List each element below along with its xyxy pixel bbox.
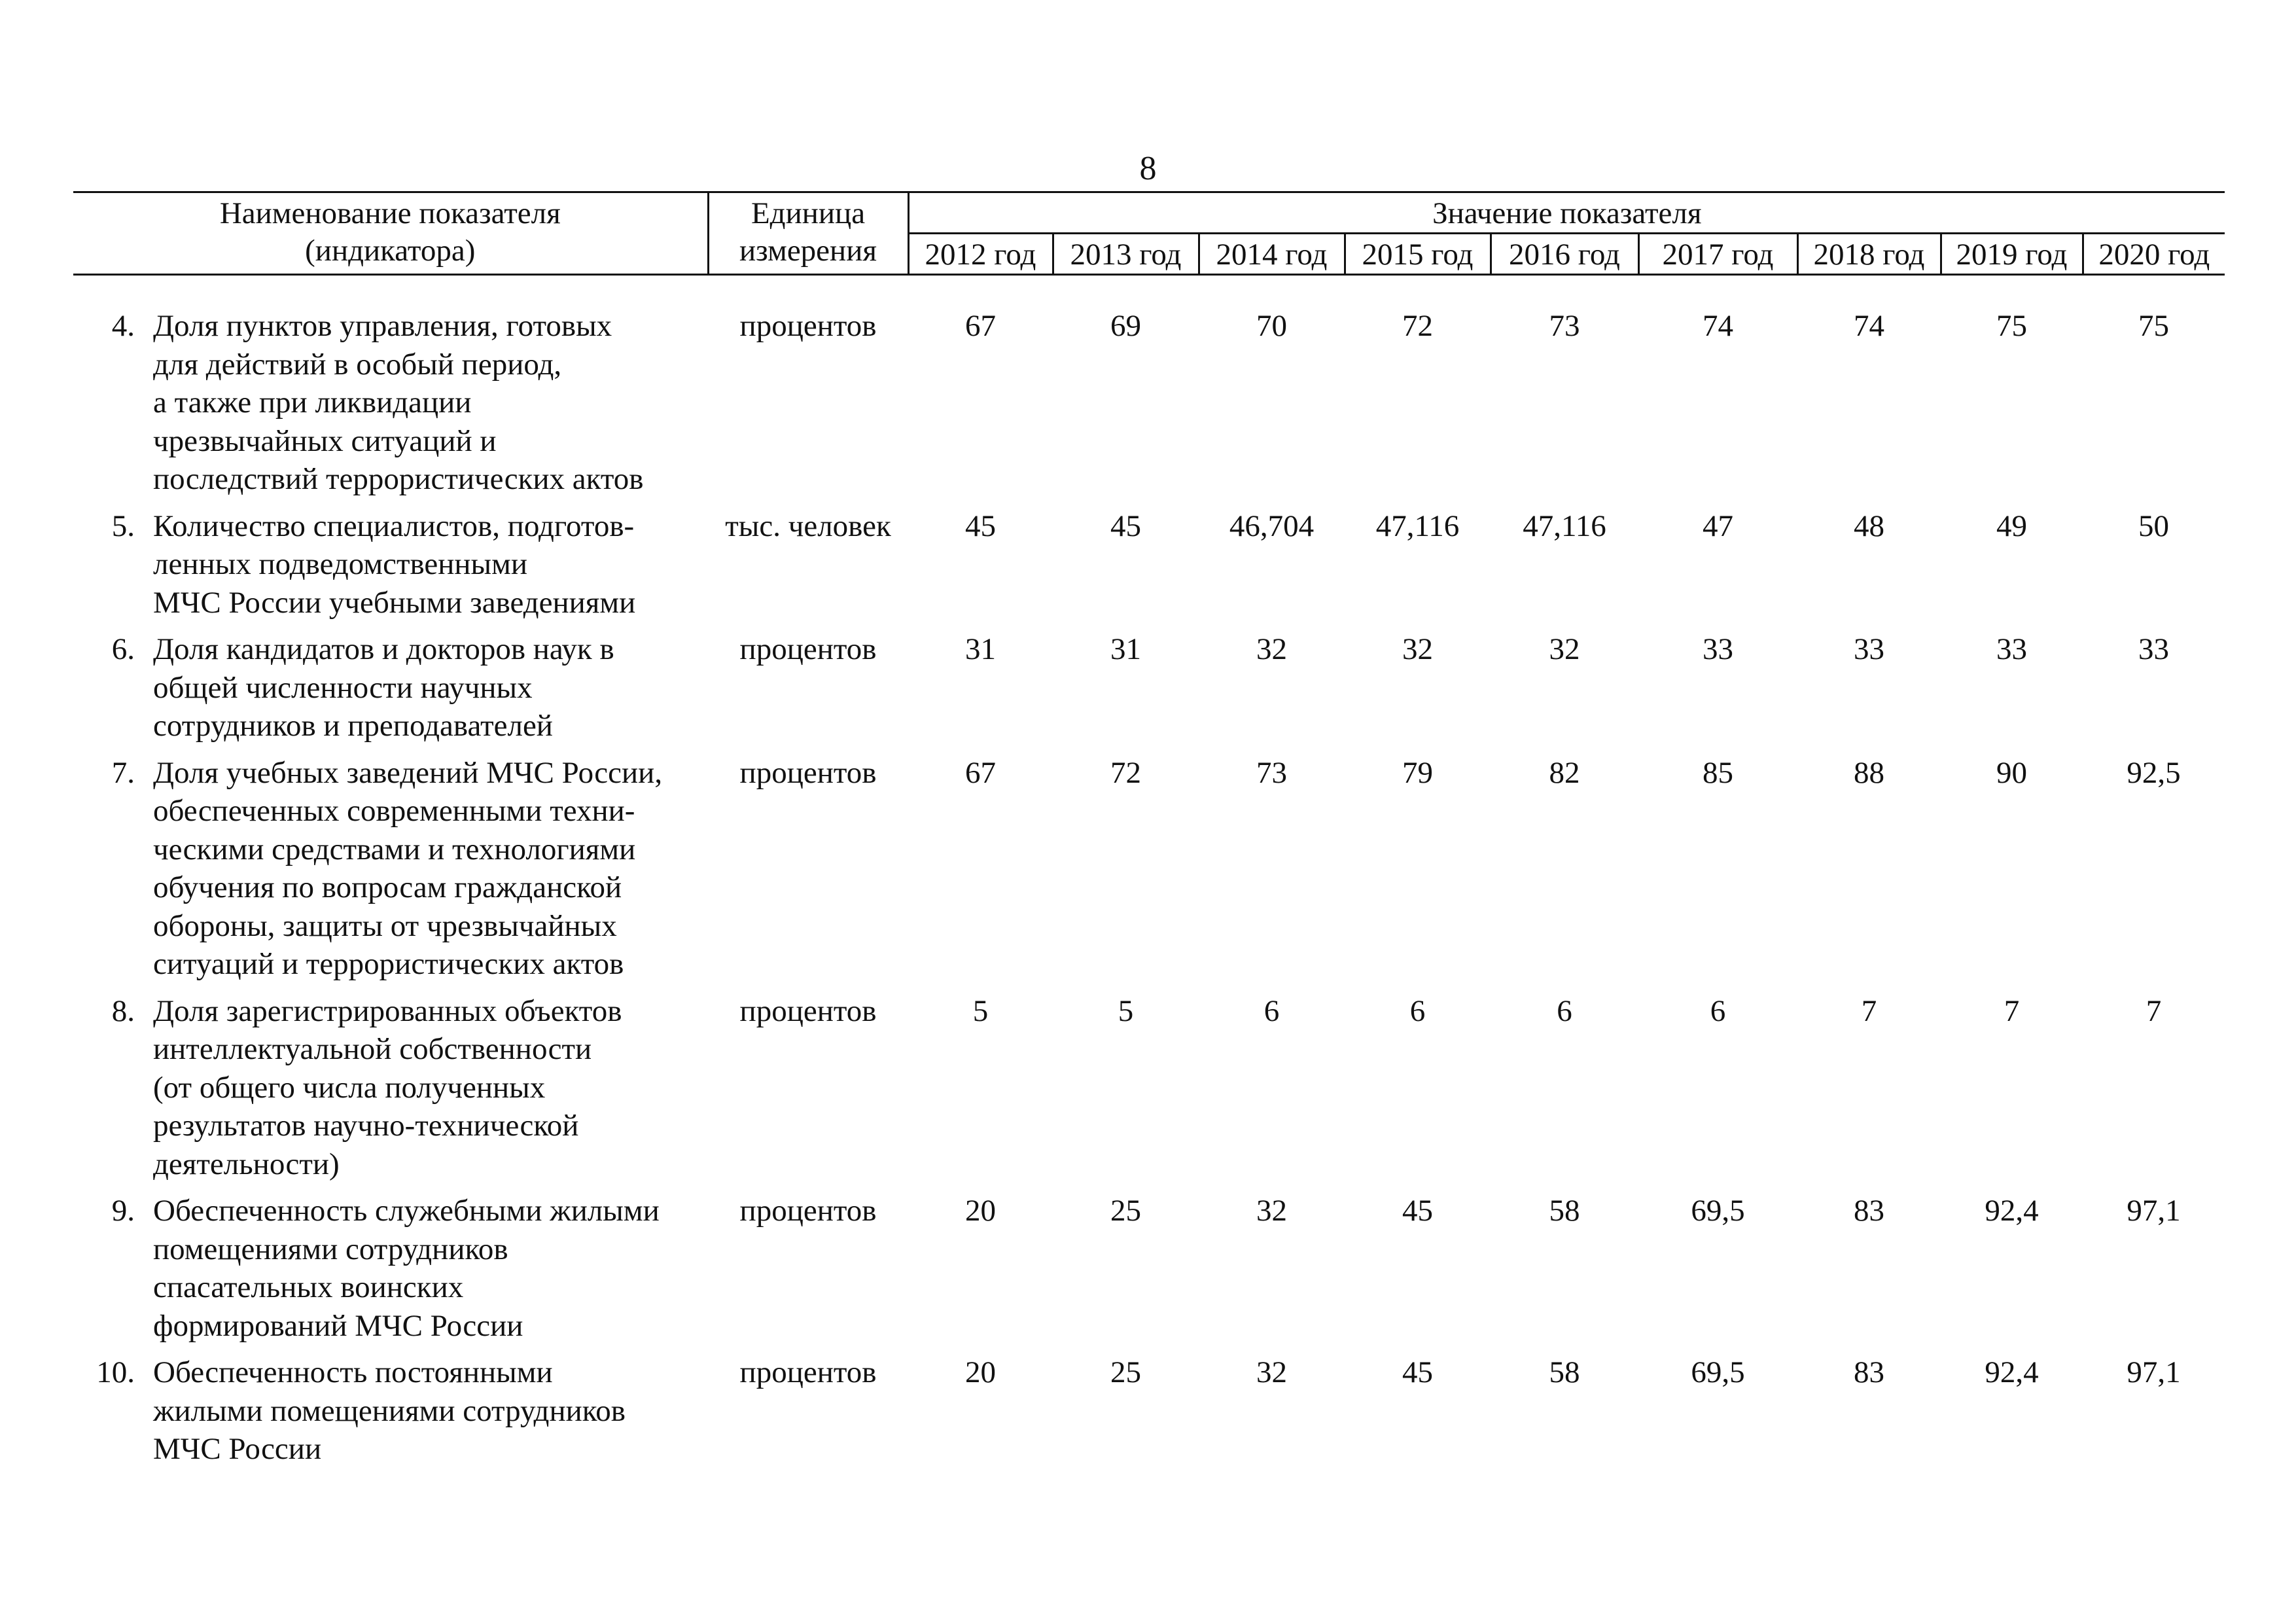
indicator-name-line: для действий в особый период, xyxy=(153,347,562,382)
value-cell: 70 xyxy=(1256,309,1288,343)
indicators-table-container xyxy=(73,191,2225,1477)
value-cell: 7 xyxy=(2004,993,2020,1028)
value-cell: 97,1 xyxy=(2127,1355,2181,1389)
indicator-name-line: деятельности) xyxy=(153,1147,340,1181)
value-cell: 58 xyxy=(1549,1194,1580,1228)
value-cell: 83 xyxy=(1854,1194,1885,1228)
value-cell: 46,704 xyxy=(1229,508,1315,543)
unit-cell: процентов xyxy=(739,1194,877,1228)
indicator-name-line: помещениями сотрудников xyxy=(153,1232,508,1266)
indicator-name xyxy=(150,507,708,631)
row-number: 5. xyxy=(111,508,135,543)
year-header: 2012 год xyxy=(908,234,1053,275)
year-header: 2016 год xyxy=(1491,234,1638,275)
value-cell: 47,116 xyxy=(1523,508,1606,543)
unit-cell: процентов xyxy=(739,993,877,1028)
row-number: 4. xyxy=(111,309,135,343)
value-cell: 6 xyxy=(1263,993,1280,1028)
value-cell: 33 xyxy=(1854,632,1885,666)
indicator-name-line: ситуаций и террористических актов xyxy=(153,947,624,981)
value-cell: 97,1 xyxy=(2127,1194,2181,1228)
unit-cell: процентов xyxy=(739,632,877,666)
value-cell: 75 xyxy=(1996,309,2028,343)
value-cell: 75 xyxy=(2138,309,2170,343)
value-cell: 79 xyxy=(1402,755,1434,790)
year-header: 2019 год xyxy=(1941,234,2083,275)
value-cell: 48 xyxy=(1854,508,1885,543)
value-cell: 69,5 xyxy=(1691,1355,1745,1389)
value-cell: 7 xyxy=(2146,993,2162,1028)
indicator-name-line: Доля пунктов управления, готовых xyxy=(153,309,612,343)
indicator-name-line: Доля учебных заведений МЧС России, xyxy=(153,755,663,790)
value-cell: 58 xyxy=(1549,1355,1580,1389)
value-cell: 32 xyxy=(1256,1194,1288,1228)
value-cell: 47 xyxy=(1703,508,1734,543)
indicator-name-line: обороны, защиты от чрезвычайных xyxy=(153,908,617,943)
values-header: Значение показателя xyxy=(908,192,2225,234)
indicator-name xyxy=(150,754,708,992)
value-cell: 92,4 xyxy=(1985,1355,2039,1389)
value-cell: 85 xyxy=(1703,755,1734,790)
value-cell: 72 xyxy=(1402,309,1434,343)
value-cell: 73 xyxy=(1256,755,1288,790)
year-header: 2020 год xyxy=(2083,234,2225,275)
year-header: 2017 год xyxy=(1638,234,1797,275)
value-cell: 74 xyxy=(1854,309,1885,343)
value-cell: 6 xyxy=(1409,993,1426,1028)
unit-cell: тыс. человек xyxy=(725,508,891,543)
indicators-table xyxy=(73,191,2225,1477)
value-cell: 32 xyxy=(1549,632,1580,666)
table-row xyxy=(73,307,2225,507)
table-body xyxy=(73,275,2225,1477)
value-cell: 69,5 xyxy=(1691,1194,1745,1228)
value-cell: 25 xyxy=(1110,1194,1142,1228)
indicator-name-line: обеспеченных современными техни- xyxy=(153,794,635,828)
value-cell: 67 xyxy=(965,309,997,343)
value-cell: 32 xyxy=(1402,632,1434,666)
value-cell: 7 xyxy=(1861,993,1877,1028)
value-cell: 74 xyxy=(1703,309,1734,343)
value-cell: 92,4 xyxy=(1985,1194,2039,1228)
indicator-name-line: обучения по вопросам гражданской xyxy=(153,870,622,904)
indicator-name-line: (от общего числа полученных xyxy=(153,1070,546,1105)
year-header: 2018 год xyxy=(1797,234,1941,275)
indicator-name-line: последствий террористических актов xyxy=(153,462,644,496)
value-cell: 32 xyxy=(1256,1355,1288,1389)
indicator-name-line: ческими средствами и технологиями xyxy=(153,832,636,866)
indicator-name-line: интеллектуальной собственности xyxy=(153,1032,592,1066)
page-number: 8 xyxy=(1139,150,1157,187)
year-header: 2014 год xyxy=(1199,234,1345,275)
value-cell: 90 xyxy=(1996,755,2028,790)
table-row xyxy=(73,630,2225,754)
year-header: 2015 год xyxy=(1345,234,1491,275)
value-cell: 6 xyxy=(1557,993,1572,1028)
value-cell: 47,116 xyxy=(1375,508,1460,543)
value-cell: 5 xyxy=(1118,993,1134,1028)
indicator-name-line: спасательных воинских xyxy=(153,1270,464,1304)
value-cell: 50 xyxy=(2138,508,2170,543)
indicator-name xyxy=(150,1353,708,1477)
value-cell: 5 xyxy=(972,993,989,1028)
indicator-name xyxy=(150,630,708,754)
indicator-name-line: Количество специалистов, подготов- xyxy=(153,508,635,543)
indicator-name-line: результатов научно-технической xyxy=(153,1109,579,1143)
value-cell: 69 xyxy=(1110,309,1142,343)
table-row xyxy=(73,1192,2225,1353)
indicator-name-line: а также при ликвидации xyxy=(153,385,472,419)
value-cell: 31 xyxy=(1110,632,1142,666)
value-cell: 25 xyxy=(1110,1355,1142,1389)
row-number: 10. xyxy=(96,1355,135,1389)
unit-cell: процентов xyxy=(739,309,877,343)
value-cell: 72 xyxy=(1110,755,1142,790)
indicator-name-line: Доля зарегистрированных объектов xyxy=(153,993,622,1028)
value-cell: 33 xyxy=(1703,632,1734,666)
value-cell: 6 xyxy=(1710,993,1726,1028)
value-cell: 45 xyxy=(1402,1355,1434,1389)
value-cell: 82 xyxy=(1549,755,1580,790)
unit-header: Единица измерения xyxy=(708,192,908,275)
table-row xyxy=(73,992,2225,1192)
value-cell: 88 xyxy=(1854,755,1885,790)
value-cell: 83 xyxy=(1854,1355,1885,1389)
value-cell: 45 xyxy=(1402,1194,1434,1228)
table-row xyxy=(73,754,2225,992)
value-cell: 33 xyxy=(1996,632,2028,666)
row-number: 8. xyxy=(111,993,135,1028)
indicator-name-header: Наименование показателя (индикатора) xyxy=(73,192,708,275)
indicator-name xyxy=(150,307,708,507)
value-cell: 32 xyxy=(1256,632,1288,666)
table-header xyxy=(73,192,2225,275)
indicator-name xyxy=(150,992,708,1192)
unit-cell: процентов xyxy=(739,1355,877,1389)
table-row xyxy=(73,1353,2225,1477)
value-cell: 20 xyxy=(965,1194,997,1228)
value-cell: 92,5 xyxy=(2127,755,2181,790)
indicator-name-line: жилыми помещениями сотрудников xyxy=(153,1393,626,1428)
value-cell: 73 xyxy=(1549,309,1580,343)
value-cell: 49 xyxy=(1996,508,2028,543)
row-number: 6. xyxy=(111,632,135,666)
value-cell: 20 xyxy=(965,1355,997,1389)
indicator-name-line: МЧС России учебными заведениями xyxy=(153,585,636,620)
indicator-name xyxy=(150,1192,708,1353)
indicator-name-line: Обеспеченность служебными жилыми xyxy=(153,1194,660,1228)
year-header: 2013 год xyxy=(1053,234,1199,275)
row-number: 7. xyxy=(111,755,135,790)
table-row xyxy=(73,507,2225,631)
indicator-name-line: ленных подведомственными xyxy=(153,547,528,581)
indicator-name-line: Доля кандидатов и докторов наук в xyxy=(153,632,614,666)
value-cell: 67 xyxy=(965,755,997,790)
indicator-name-line: МЧС России xyxy=(153,1432,322,1466)
indicator-name-line: сотрудников и преподавателей xyxy=(153,709,553,743)
indicator-name-line: чрезвычайных ситуаций и xyxy=(153,423,497,458)
indicator-name-line: формирований МЧС России xyxy=(153,1308,523,1343)
unit-cell: процентов xyxy=(739,755,877,790)
value-cell: 31 xyxy=(965,632,997,666)
indicator-name-line: Обеспеченность постоянными xyxy=(153,1355,553,1389)
value-cell: 45 xyxy=(1110,508,1142,543)
row-number: 9. xyxy=(111,1194,135,1228)
indicator-name-line: общей численности научных xyxy=(153,670,533,705)
value-cell: 45 xyxy=(965,508,997,543)
value-cell: 33 xyxy=(2138,632,2170,666)
